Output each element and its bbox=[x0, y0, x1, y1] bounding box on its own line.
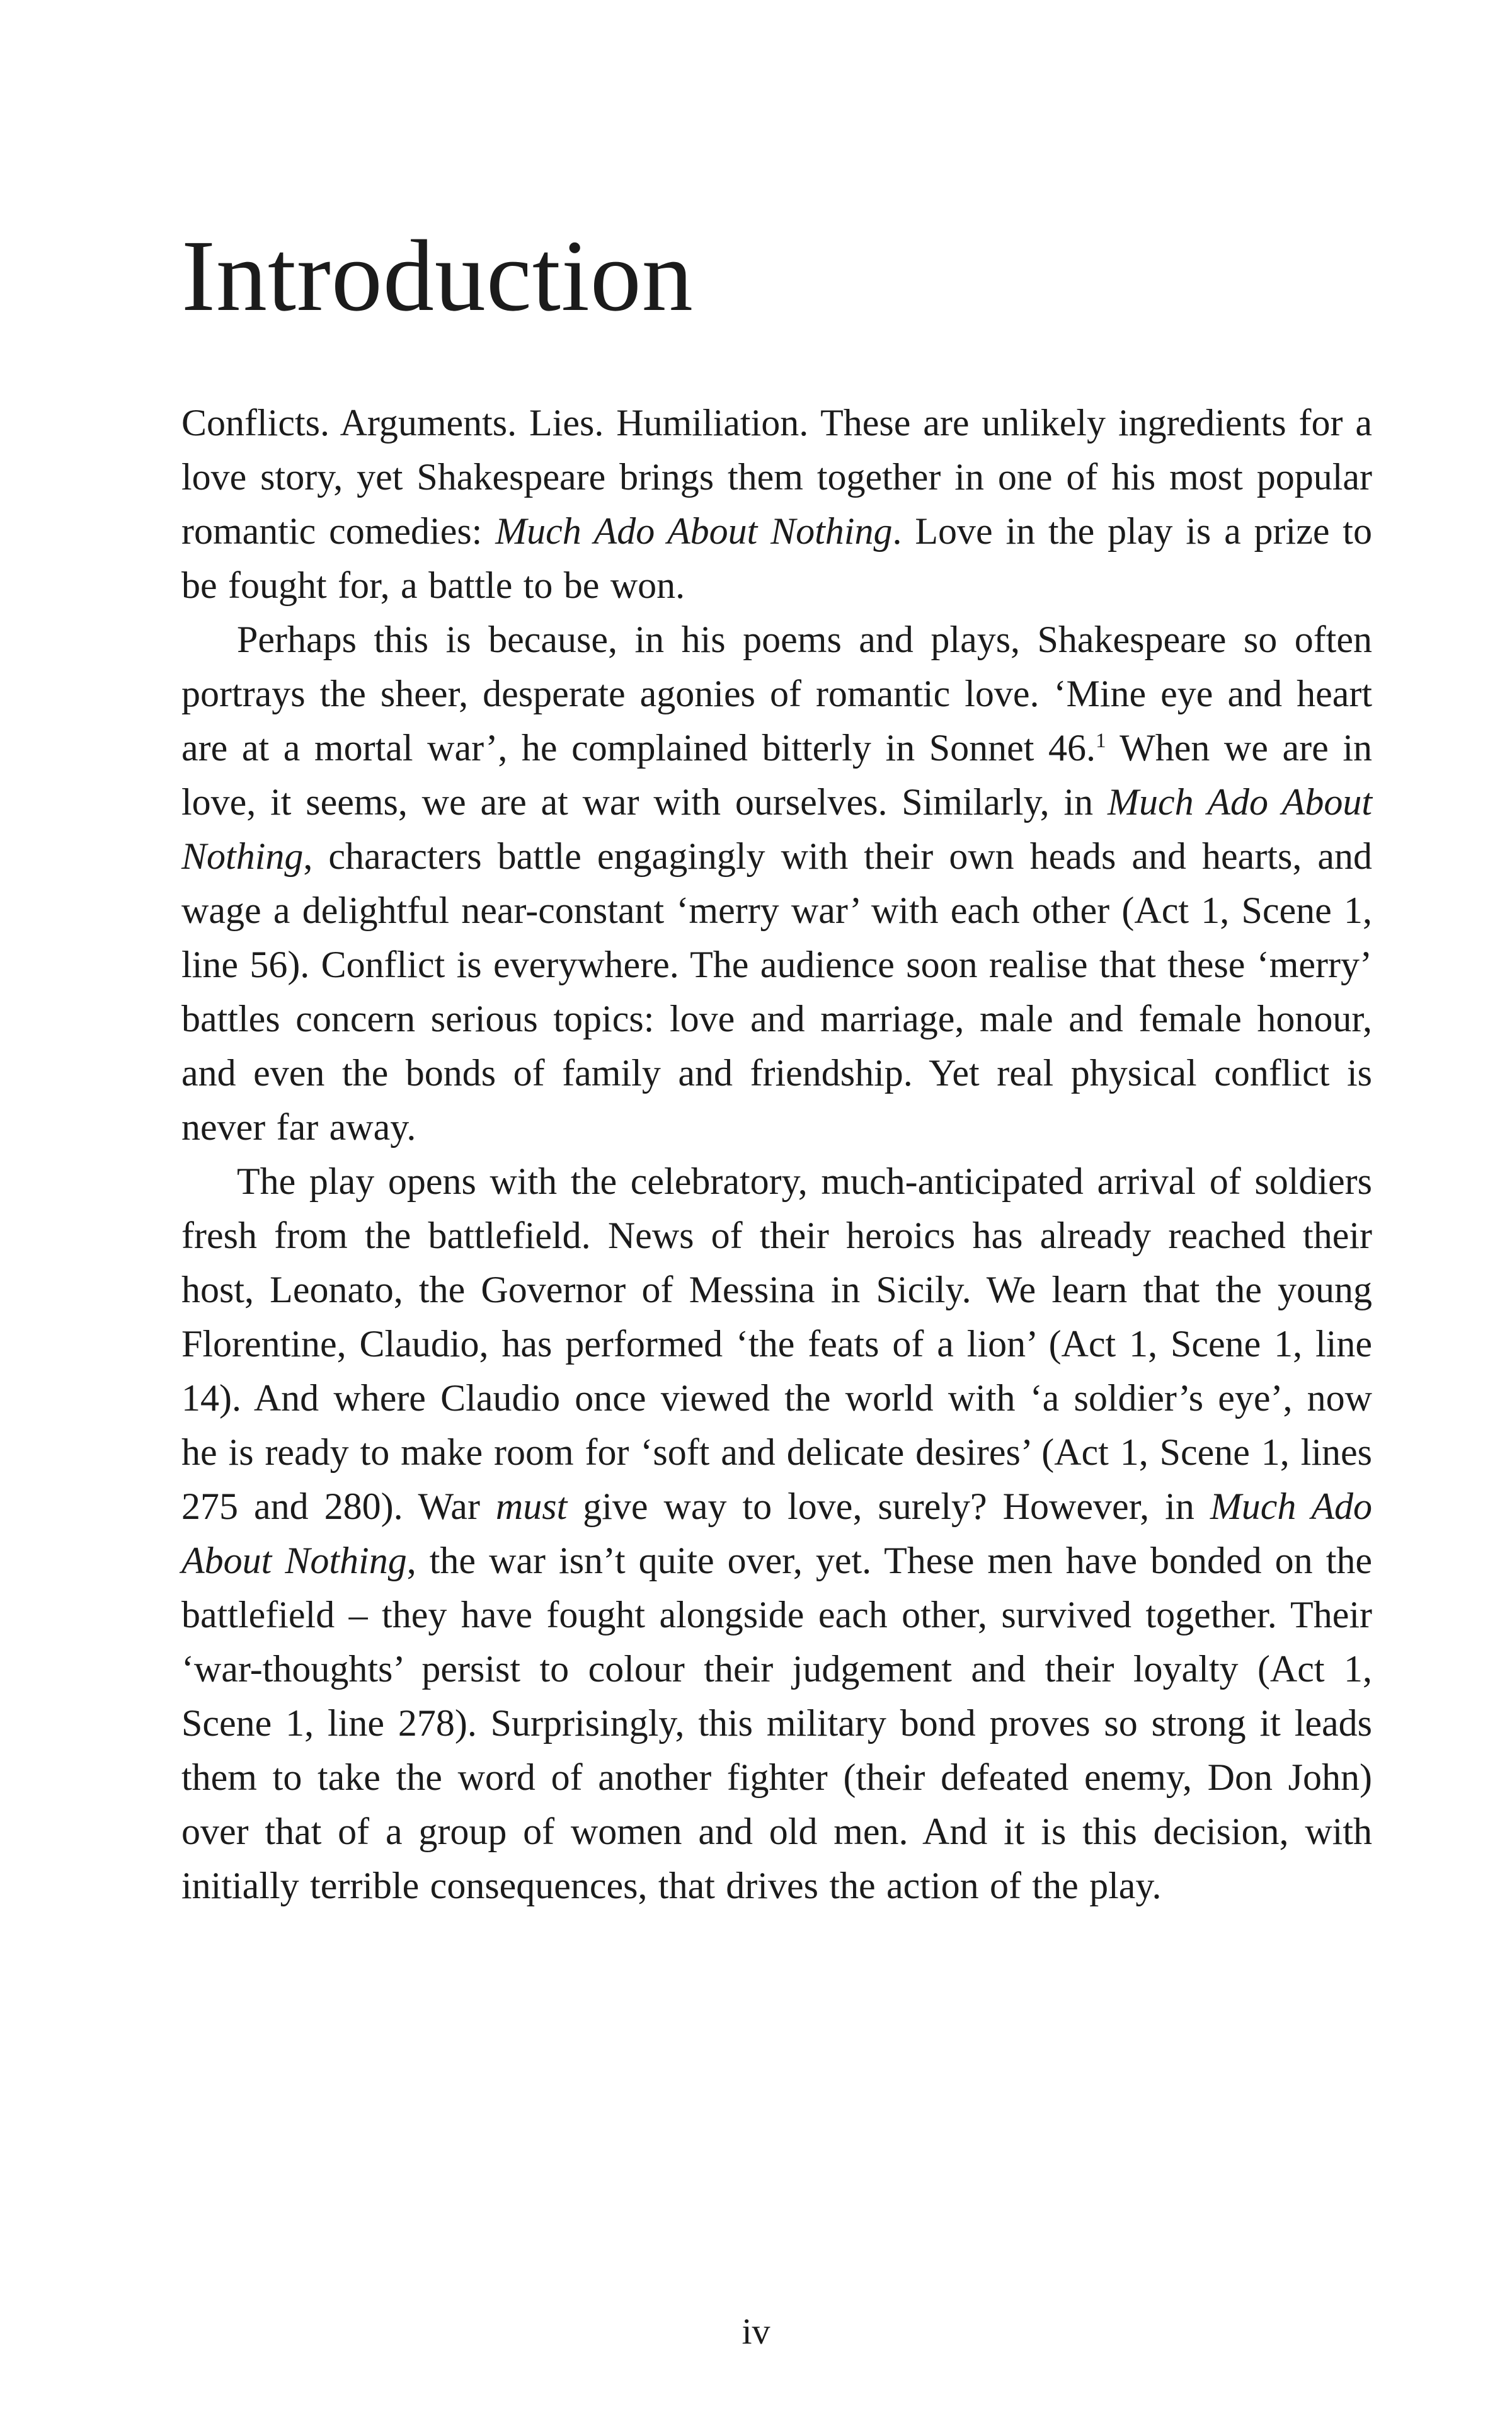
italic-text-run: Much Ado About Nothing bbox=[495, 510, 893, 552]
text-run: When we are in love, it seems, we are at war with ourselves. Similarly, in bbox=[181, 727, 1372, 823]
paragraph bbox=[181, 1154, 1372, 1913]
italic-text-run: must bbox=[495, 1486, 568, 1527]
text-run: , the war isn’t quite over, yet. These men have bonded on the battlefield – they have fought alongside each other, survived together. Their ‘war-thoughts’ persist to colour their judgement and their loyalty (Act 1, Scene 1, line 278). Surprisingly, this military bond proves so strong it leads them to take the word of another fighter (their defeated enemy, Don John) over that of a group of women and old men. And it is this decision, with initially terrible consequences, that drives the action of the play. bbox=[181, 1540, 1372, 1906]
introduction-text bbox=[181, 396, 1372, 1913]
paragraph bbox=[181, 396, 1372, 612]
text-run: The play opens with the celebratory, much-anticipated arrival of soldiers fresh from the battlefield. News of their heroics has already reached their host, Leonato, the Governor of Messina in Sicily. We learn that the young Florentine, Claudio, has performed ‘the feats of a lion’ (Act 1, Scene 1, line 14). And where Claudio once viewed the world with ‘a soldier’s eye’, now he is ready to make room for ‘soft and delicate desires’ (Act 1, Scene 1, lines 275 and 280). War bbox=[181, 1160, 1372, 1527]
text-run: Perhaps this is because, in his poems and plays, Shakespeare so often portrays the sheer, desperate agonies of romantic love. ‘Mine eye and heart are at a mortal war’, he complained bitterly in Sonnet 46. bbox=[181, 619, 1372, 769]
footnote-marker: 1 bbox=[1096, 730, 1106, 752]
page-number: iv bbox=[742, 2311, 770, 2352]
italic-text-run: Much Ado About Nothing bbox=[181, 1486, 1372, 1581]
text-run: give way to love, surely? However, in bbox=[567, 1486, 1210, 1527]
italic-text-run: Much Ado About Nothing bbox=[181, 781, 1372, 877]
page-title: Introduction bbox=[181, 220, 694, 333]
paragraph bbox=[181, 612, 1372, 1154]
text-run: . Love in the play is a prize to be fought for, a battle to be won. bbox=[181, 510, 1372, 606]
text-run: , characters battle engagingly with their own heads and hearts, and wage a delightful near-constant ‘merry war’ with each other (Act 1, Scene 1, line 56). Conflict is everywhere. The audience soon realise that these ‘merry’ battles concern serious topics: love and marriage, male and female honour, and even the bonds of family and friendship. Yet real physical conflict is never far away. bbox=[181, 835, 1372, 1148]
text-run: Conflicts. Arguments. Lies. Humiliation. These are unlikely ingredients for a love story, yet Shakespeare brings them together in one of his most popular romantic comedies: bbox=[181, 402, 1372, 552]
